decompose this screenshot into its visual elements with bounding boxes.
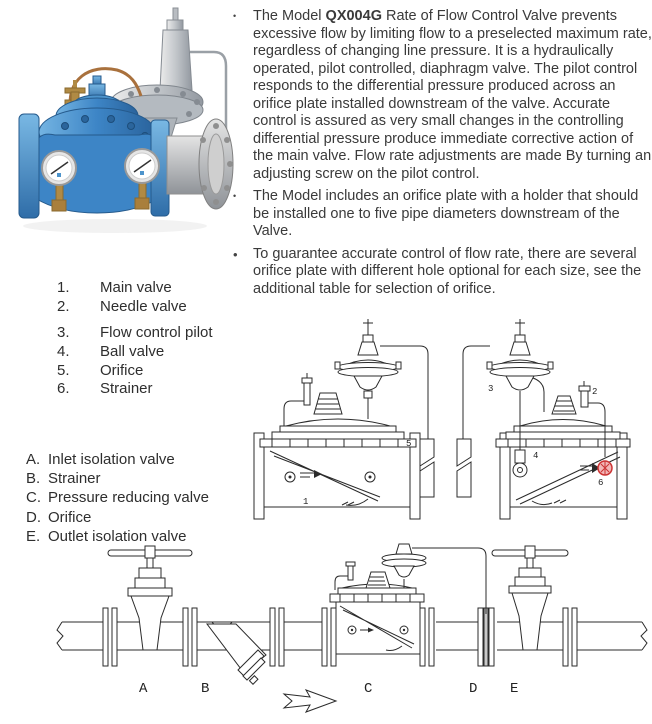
list-item xyxy=(26,488,236,507)
list-gap xyxy=(57,316,247,324)
paragraph-lead: The Model xyxy=(253,8,326,24)
list-item xyxy=(57,279,247,298)
item-label: Flow control pilot xyxy=(100,324,213,342)
orifice-holder xyxy=(420,439,434,497)
pilot-on-pipeline xyxy=(382,544,426,588)
pipeline-label-a: A xyxy=(139,681,148,697)
paragraph-text: Rate of Flow Control Valve prevents excessive flow by limiting flow to a preselected maximum rate, regardless of changing line pressure. It is a hydraulically operated, pilot controlled, diaphragm valve. The pilot control responds to the differential pressure produced across an orifice plate installed downstream of the valve. Accurate control is assured as very small changes in the controlling differential pressure produce immediate corrective action of the main valve. Flow rate adjustments are made By turning an adjusting screw on the pilot control. xyxy=(253,8,652,182)
pipeline-diagram xyxy=(0,542,652,724)
schematic-left xyxy=(254,319,434,519)
parts-list xyxy=(57,279,247,399)
y-strainer xyxy=(207,622,266,684)
list-item xyxy=(57,298,247,317)
paragraph-text: The Model includes an orifice plate with a holder that should be installed one to five pipe diameters downstream of the Valve. xyxy=(253,188,639,239)
item-letter: B. xyxy=(26,470,41,488)
item-label: Inlet isolation valve xyxy=(48,451,175,468)
orifice-holder xyxy=(457,439,471,497)
item-letter: A. xyxy=(26,451,41,468)
list-item xyxy=(26,450,236,469)
item-label: Needle valve xyxy=(100,297,187,315)
flow-control-valve xyxy=(330,544,486,654)
list-item xyxy=(57,343,247,362)
item-number: 4. xyxy=(57,343,70,361)
pilot-schematic xyxy=(335,319,401,419)
model-number: QX004G xyxy=(325,8,382,24)
item-number: 6. xyxy=(57,380,70,398)
list-item xyxy=(26,469,236,488)
bullet-icon: • xyxy=(233,246,238,262)
installation-list xyxy=(26,450,236,546)
item-label: Ball valve xyxy=(100,343,165,361)
item-label: Main valve xyxy=(100,279,172,296)
schematic-right xyxy=(457,319,630,519)
pipeline-label-b: B xyxy=(201,681,210,697)
needle-valve-fitting xyxy=(284,373,312,426)
bullet-icon: • xyxy=(233,11,237,21)
diagram-label-ball-valve: 4 xyxy=(533,451,539,461)
product-photo xyxy=(5,2,240,264)
description-column xyxy=(233,8,652,303)
item-number: 1. xyxy=(57,279,70,296)
item-label: Orifice xyxy=(100,361,144,379)
orifice-spool-photo xyxy=(167,119,233,209)
diagram-label-strainer: 6 xyxy=(598,478,604,488)
gate-valve-outlet xyxy=(492,546,568,650)
bullet-icon: • xyxy=(233,191,237,201)
valve-schematics xyxy=(250,315,652,545)
item-letter: C. xyxy=(26,489,41,507)
item-number: 5. xyxy=(57,361,70,379)
list-item xyxy=(57,362,247,381)
item-letter: E. xyxy=(26,527,41,545)
list-item xyxy=(57,324,247,343)
sensing-tube xyxy=(463,346,490,439)
description-paragraph xyxy=(233,188,652,241)
list-item xyxy=(26,508,236,527)
paragraph-text: To guarantee accurate control of flow rate, there are several orifice plate with different hole optional for each size, see the additional table for selection of orifice. xyxy=(253,245,642,297)
orifice-plate-holder xyxy=(478,608,494,666)
list-item xyxy=(57,380,247,399)
diagram-label-pilot: 3 xyxy=(488,384,494,394)
diagram-label-orifice: 5 xyxy=(406,439,412,449)
item-label: Strainer xyxy=(48,470,101,488)
diagram-label-needle-valve: 2 xyxy=(592,387,598,397)
gate-valve-inlet xyxy=(108,546,192,650)
item-letter: D. xyxy=(26,508,41,526)
item-label: Outlet isolation valve xyxy=(48,527,187,545)
pipeline-label-c: C xyxy=(364,681,373,697)
description-paragraph xyxy=(233,8,652,183)
item-number: 2. xyxy=(57,297,70,315)
item-label: Strainer xyxy=(100,380,153,398)
flow-direction-arrow xyxy=(284,690,336,712)
diagram-label-main-valve: 1 xyxy=(303,497,309,507)
item-label: Orifice xyxy=(48,508,92,526)
description-paragraph xyxy=(233,246,652,299)
pipeline-label-d: D xyxy=(469,681,478,697)
item-number: 3. xyxy=(57,324,70,342)
item-label: Pressure reducing valve xyxy=(48,489,209,507)
pipeline-label-e: E xyxy=(510,681,519,697)
